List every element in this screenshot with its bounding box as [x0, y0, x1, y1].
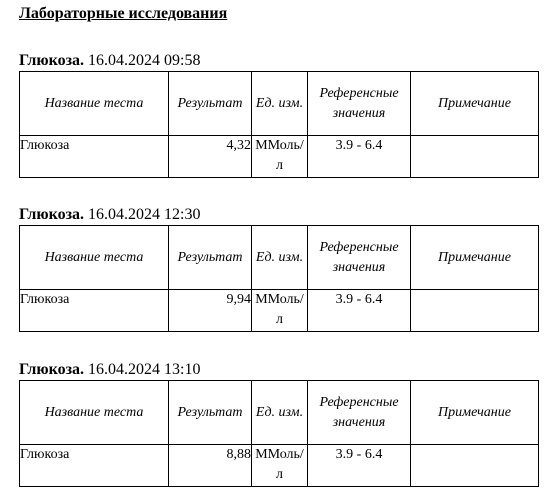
- section-heading: [19, 360, 538, 380]
- column-header-unit: Ед. изм.: [252, 72, 308, 136]
- section-datetime: 16.04.2024 09:58: [88, 52, 201, 69]
- lab-results-table: [19, 380, 539, 487]
- table-row: [20, 445, 539, 487]
- lab-section-1: [19, 51, 538, 178]
- column-header-unit: Ед. изм.: [252, 226, 308, 290]
- column-header-unit: Ед. изм.: [252, 381, 308, 445]
- column-header-reference: Референсные значения: [308, 226, 411, 290]
- column-header-result: Результат: [169, 72, 252, 136]
- cell-reference: 3.9 - 6.4: [308, 290, 411, 332]
- cell-note: [411, 136, 539, 178]
- lab-section-2: [19, 205, 538, 332]
- section-heading: [19, 205, 538, 225]
- section-datetime: 16.04.2024 12:30: [88, 206, 201, 223]
- cell-result: 4,32: [169, 136, 252, 178]
- column-header-note: Примечание: [411, 381, 539, 445]
- cell-result: 8,88: [169, 445, 252, 487]
- column-header-reference: Референсные значения: [308, 381, 411, 445]
- cell-reference: 3.9 - 6.4: [308, 445, 411, 487]
- column-header-test-name: Название теста: [20, 381, 169, 445]
- page-title: Лабораторные исследования: [19, 5, 228, 22]
- lab-results-table: [19, 71, 539, 178]
- cell-reference: 3.9 - 6.4: [308, 136, 411, 178]
- cell-result: 9,94: [169, 290, 252, 332]
- section-heading: [19, 51, 538, 71]
- table-row: [20, 136, 539, 178]
- column-header-note: Примечание: [411, 226, 539, 290]
- column-header-test-name: Название теста: [20, 72, 169, 136]
- cell-note: [411, 445, 539, 487]
- section-datetime: 16.04.2024 13:10: [88, 361, 201, 378]
- cell-test-name: Глюкоза: [20, 445, 169, 487]
- column-header-test-name: Название теста: [20, 226, 169, 290]
- lab-section-3: [19, 360, 538, 487]
- table-header-row: [20, 381, 539, 445]
- table-row: [20, 290, 539, 332]
- cell-test-name: Глюкоза: [20, 136, 169, 178]
- cell-unit: ММоль/ л: [252, 290, 308, 332]
- cell-note: [411, 290, 539, 332]
- section-test-name: Глюкоза.: [19, 52, 85, 69]
- column-header-result: Результат: [169, 226, 252, 290]
- lab-results-table: [19, 225, 539, 332]
- cell-unit: ММоль/ л: [252, 136, 308, 178]
- table-header-row: [20, 72, 539, 136]
- cell-test-name: Глюкоза: [20, 290, 169, 332]
- section-test-name: Глюкоза.: [19, 361, 85, 378]
- column-header-result: Результат: [169, 381, 252, 445]
- cell-unit: ММоль/ л: [252, 445, 308, 487]
- table-header-row: [20, 226, 539, 290]
- section-test-name: Глюкоза.: [19, 206, 85, 223]
- column-header-reference: Референсные значения: [308, 72, 411, 136]
- column-header-note: Примечание: [411, 72, 539, 136]
